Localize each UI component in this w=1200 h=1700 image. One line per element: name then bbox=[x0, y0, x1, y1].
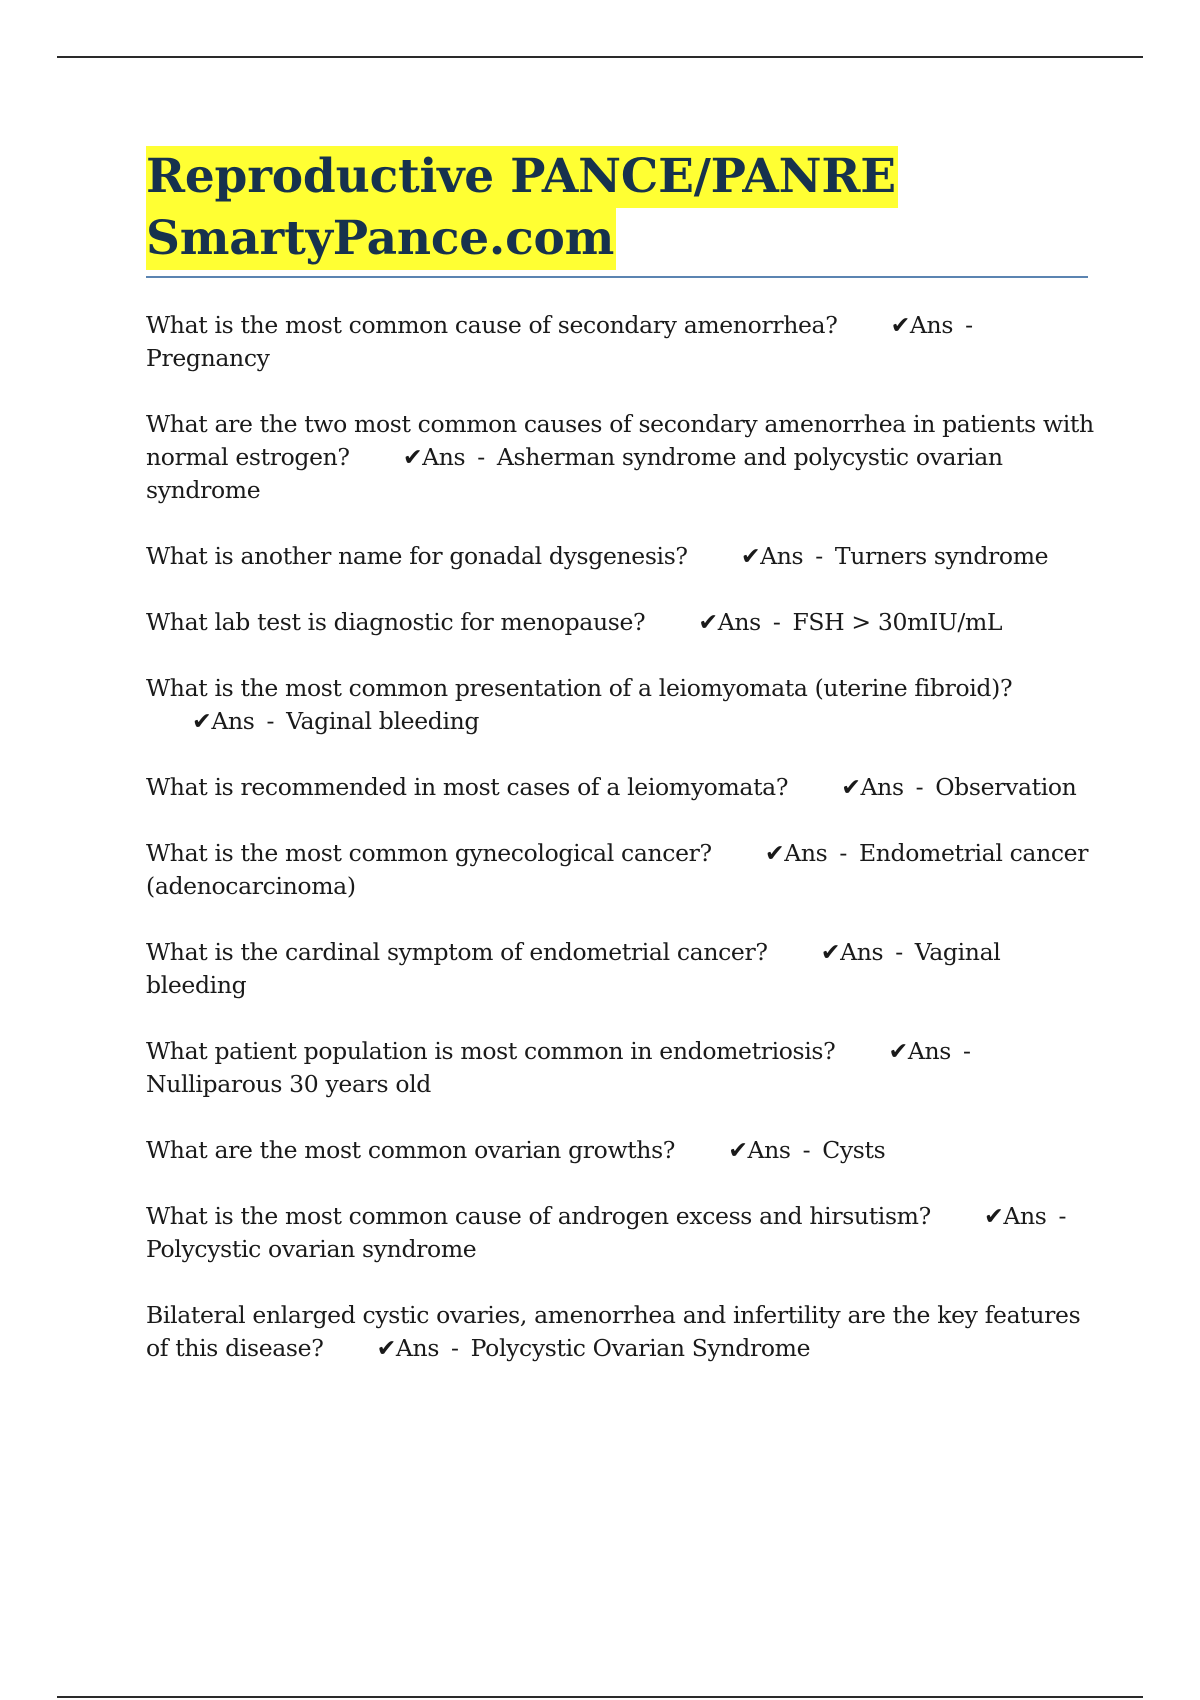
answer-marker bbox=[695, 542, 835, 570]
qa-item bbox=[146, 1299, 1096, 1365]
answer-separator: - bbox=[266, 707, 275, 735]
answer-separator: - bbox=[965, 311, 973, 339]
qa-item bbox=[146, 309, 1096, 375]
question-text: What is the most common presentation of a leiomyomata (uterine fibroid)? bbox=[146, 674, 1013, 702]
qa-item bbox=[146, 540, 1096, 573]
answer-separator: - bbox=[839, 839, 847, 867]
answer-separator: - bbox=[477, 443, 485, 471]
answer-separator: - bbox=[915, 773, 924, 801]
question-text: What patient population is most common in endometriosis? bbox=[146, 1037, 836, 1065]
answer-text: Observation bbox=[935, 773, 1077, 801]
answer-text: Pregnancy bbox=[146, 344, 270, 372]
question-text: What is the most common cause of androgen excess and hirsutism? bbox=[146, 1202, 931, 1230]
answer-text: Polycystic ovarian syndrome bbox=[146, 1235, 477, 1263]
check-icon-ans-label: ✔Ans bbox=[820, 938, 884, 966]
answer-marker bbox=[843, 1037, 983, 1065]
question-text: What are the most common ovarian growths? bbox=[146, 1136, 676, 1164]
check-icon-ans-label: ✔Ans bbox=[890, 311, 954, 339]
answer-text: Asherman syndrome and polycystic ovarian syndrome bbox=[146, 443, 1003, 504]
answer-separator: - bbox=[802, 1136, 811, 1164]
answer-text: Vaginal bleeding bbox=[286, 707, 480, 735]
answer-marker bbox=[146, 707, 286, 735]
question-text: What is another name for gonadal dysgenesis? bbox=[146, 542, 688, 570]
answer-separator: - bbox=[1058, 1202, 1067, 1230]
qa-item bbox=[146, 606, 1096, 639]
qa-item bbox=[146, 837, 1096, 903]
question-text: What is the cardinal symptom of endometrial cancer? bbox=[146, 938, 768, 966]
qa-item bbox=[146, 1035, 1096, 1101]
page-bottom-rule bbox=[57, 1696, 1143, 1698]
answer-marker bbox=[795, 773, 935, 801]
title-line-2: SmartyPance.com bbox=[146, 208, 616, 270]
answer-marker bbox=[331, 1334, 471, 1362]
check-icon-ans-label: ✔Ans bbox=[192, 707, 255, 735]
question-text: What is the most common cause of secondary amenorrhea? bbox=[146, 311, 838, 339]
question-text: What is recommended in most cases of a leiomyomata? bbox=[146, 773, 789, 801]
answer-marker bbox=[938, 1202, 1078, 1230]
answer-marker bbox=[357, 443, 497, 471]
answer-separator: - bbox=[815, 542, 823, 570]
answer-text: Vaginal bleeding bbox=[146, 938, 1001, 999]
answer-text: FSH > 30mIU/mL bbox=[792, 608, 1003, 636]
qa-item bbox=[146, 1200, 1096, 1266]
title-line-1: Reproductive PANCE/PANRE bbox=[146, 146, 898, 208]
check-icon-ans-label: ✔Ans bbox=[740, 542, 804, 570]
check-icon-ans-label: ✔Ans bbox=[402, 443, 466, 471]
answer-marker bbox=[845, 311, 985, 339]
qa-item bbox=[146, 672, 1096, 738]
qa-list bbox=[146, 309, 1096, 1398]
document-title bbox=[146, 146, 1088, 270]
check-icon-ans-label: ✔Ans bbox=[888, 1037, 951, 1065]
question-text: What lab test is diagnostic for menopause? bbox=[146, 608, 646, 636]
answer-text: Turners syndrome bbox=[834, 542, 1049, 570]
page-top-rule bbox=[57, 56, 1143, 58]
question-text: What are the two most common causes of secondary amenorrhea in patients with normal estrogen? bbox=[146, 410, 1094, 471]
question-text: Bilateral enlarged cystic ovaries, amenorrhea and infertility are the key features of this disease? bbox=[146, 1301, 1081, 1362]
check-icon-ans-label: ✔Ans bbox=[376, 1334, 440, 1362]
qa-item bbox=[146, 1134, 1096, 1167]
answer-marker bbox=[682, 1136, 822, 1164]
check-icon-ans-label: ✔Ans bbox=[698, 608, 761, 636]
check-icon-ans-label: ✔Ans bbox=[983, 1202, 1047, 1230]
answer-text: Cysts bbox=[822, 1136, 886, 1164]
answer-separator: - bbox=[963, 1037, 971, 1065]
answer-marker bbox=[719, 839, 859, 867]
answer-text: Polycystic Ovarian Syndrome bbox=[470, 1334, 811, 1362]
qa-item bbox=[146, 771, 1096, 804]
answer-separator: - bbox=[451, 1334, 459, 1362]
check-icon-ans-label: ✔Ans bbox=[841, 773, 904, 801]
answer-marker bbox=[652, 608, 792, 636]
answer-separator: - bbox=[772, 608, 781, 636]
question-text: What is the most common gynecological cancer? bbox=[146, 839, 712, 867]
answer-marker bbox=[775, 938, 915, 966]
title-underline bbox=[146, 276, 1088, 278]
check-icon-ans-label: ✔Ans bbox=[728, 1136, 791, 1164]
qa-item bbox=[146, 408, 1096, 507]
answer-text: Nulliparous 30 years old bbox=[146, 1070, 431, 1098]
answer-separator: - bbox=[895, 938, 903, 966]
check-icon-ans-label: ✔Ans bbox=[764, 839, 828, 867]
answer-text: Endometrial cancer (adenocarcinoma) bbox=[146, 839, 1089, 900]
qa-item bbox=[146, 936, 1096, 1002]
